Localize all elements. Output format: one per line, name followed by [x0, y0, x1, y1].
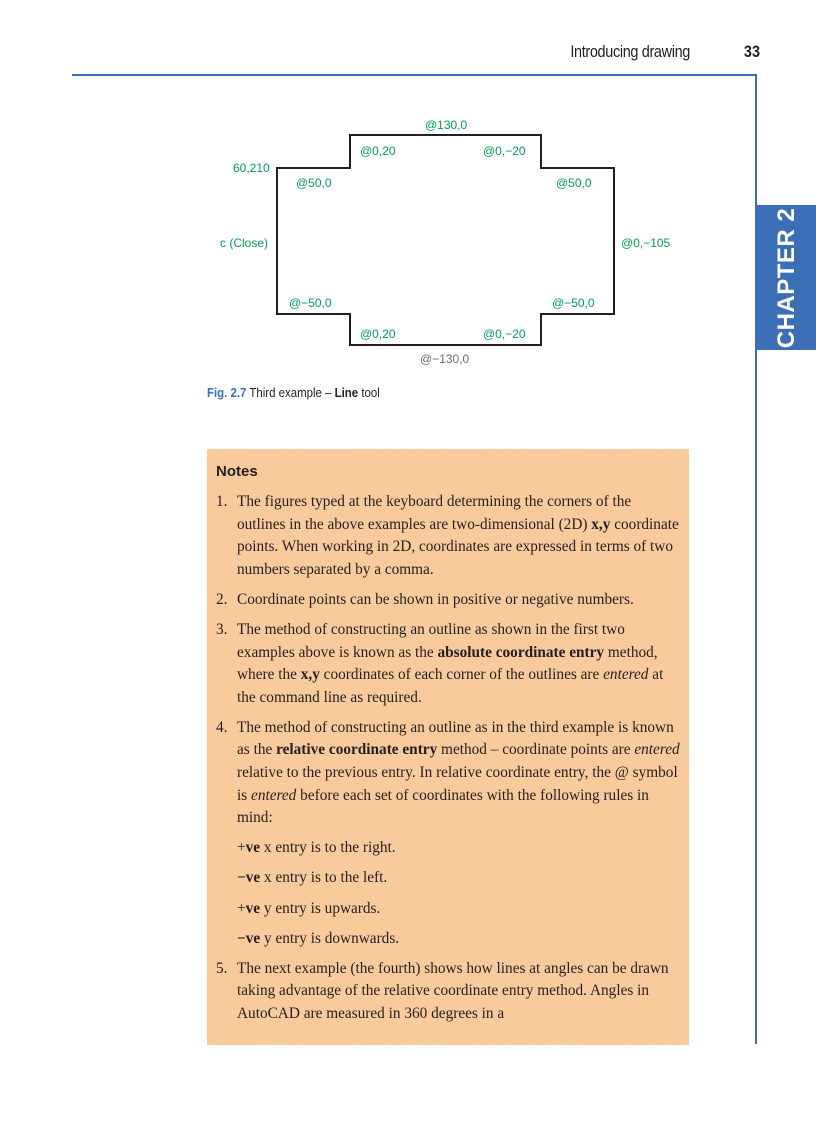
label-down-right-top: @0,−20: [483, 144, 526, 158]
figure-number: Fig. 2.7: [207, 385, 247, 400]
page-number: 33: [743, 42, 760, 61]
label-right-side: @0,−105: [621, 236, 671, 250]
figure-outline: [277, 135, 614, 345]
sign-rule-segment: ve: [245, 929, 261, 947]
note-item: [216, 717, 682, 950]
note-text: [237, 958, 682, 1026]
sign-rule: [237, 898, 682, 921]
note-text-segment: method – coordinate points are: [437, 741, 635, 759]
note-number: 4.: [216, 718, 228, 736]
sign-rule-segment: −: [237, 929, 246, 947]
label-close: c (Close): [220, 236, 269, 250]
sign-rule: [237, 928, 682, 951]
sign-rule: [237, 837, 682, 860]
label-up-left: @0,20: [360, 144, 396, 158]
sign-rule-segment: ve: [245, 899, 261, 917]
note-text: [237, 619, 682, 709]
note-text: [237, 491, 682, 581]
sign-rule-segment: x entry is to the right.: [260, 839, 396, 857]
caption-text: Third example –: [249, 385, 332, 400]
note-text-segment: relative coordinate entry: [276, 741, 438, 759]
notes-list: [216, 491, 682, 1033]
note-text-segment: The figures typed at the keyboard determining the corners of the outlines in the above examples are two-dimensional (2D): [237, 493, 632, 533]
note-text-segment: coordinates of each corner of the outlines are: [319, 666, 604, 684]
sign-rule-segment: y entry is downwards.: [260, 929, 400, 947]
notes-heading: Notes: [216, 463, 258, 480]
note-number: 1.: [216, 493, 228, 510]
sign-rule-segment: ve: [245, 869, 261, 887]
note-item: [216, 958, 682, 1026]
sign-rule-segment: +: [237, 839, 246, 857]
sign-rule-segment: y entry is upwards.: [260, 899, 381, 917]
label-top: @130,0: [425, 118, 468, 132]
figure-caption: [207, 385, 380, 400]
note-text-segment: The method of constructing an outline as in the third example is known as the: [237, 718, 674, 759]
note-text-segment: before each set of coordinates with the following rules in mind:: [237, 786, 649, 827]
note-text-segment: absolute coordinate entry: [437, 643, 605, 661]
notes-box: [207, 449, 689, 1045]
note-text-segment: The method of constructing an outline as shown in the first two examples above is known as the: [237, 620, 625, 661]
note-text-segment: entered: [634, 741, 680, 759]
label-step-left-bottom: @−50,0: [289, 296, 332, 310]
label-step-right-bottom: @−50,0: [552, 296, 595, 310]
label-start-point: 60,210: [233, 161, 270, 175]
sign-rule: [237, 867, 682, 890]
note-text-segment: x,y: [591, 515, 611, 533]
label-bottom: @−130,0: [420, 352, 470, 366]
chapter-tab-label: CHAPTER 2: [772, 207, 800, 348]
note-item: [216, 491, 682, 581]
note-text-segment: relative to the previous entry. In relative coordinate entry, the @ symbol is: [237, 764, 678, 804]
note-text-segment: The next example (the fourth) shows how lines at angles can be drawn taking advantage of the relative coordinate entry method. Angles in AutoCAD are measured in 360 degrees in a: [237, 959, 669, 1022]
caption-suffix: tool: [361, 385, 380, 400]
note-number: 3.: [216, 620, 228, 638]
figure-line-tool: [200, 110, 700, 380]
running-title: Introducing drawing: [570, 42, 690, 61]
sign-rule-segment: ve: [245, 839, 261, 857]
note-text-segment: at the command line as required.: [237, 666, 664, 706]
note-text: [237, 717, 682, 830]
note-text-segment: method, where the: [237, 643, 658, 684]
sign-rule-segment: +: [237, 899, 246, 917]
chapter-tab: [757, 205, 816, 350]
note-text: [237, 589, 682, 612]
label-step-left-top: @50,0: [296, 176, 332, 190]
caption-tool: Line: [334, 385, 359, 400]
label-down-right-bottom: @0,−20: [483, 327, 526, 341]
note-number: 5.: [216, 959, 228, 977]
sign-rule-segment: x entry is to the left.: [260, 869, 388, 887]
note-text-segment: Coordinate points can be shown in positive or negative numbers.: [237, 590, 634, 608]
note-text-segment: entered: [603, 666, 649, 684]
header-rule: [72, 74, 757, 76]
label-up-left-bottom: @0,20: [360, 327, 396, 341]
note-number: 2.: [216, 590, 228, 608]
sign-rule-segment: −: [237, 869, 246, 887]
label-step-right-top: @50,0: [556, 176, 592, 190]
note-text-segment: x,y: [300, 666, 320, 684]
note-text-segment: entered: [251, 786, 297, 804]
note-item: [216, 589, 682, 612]
note-item: [216, 619, 682, 709]
note-text-segment: coordinate points. When working in 2D, coordinates are expressed in terms of two numbers separated by a comma.: [237, 515, 679, 578]
